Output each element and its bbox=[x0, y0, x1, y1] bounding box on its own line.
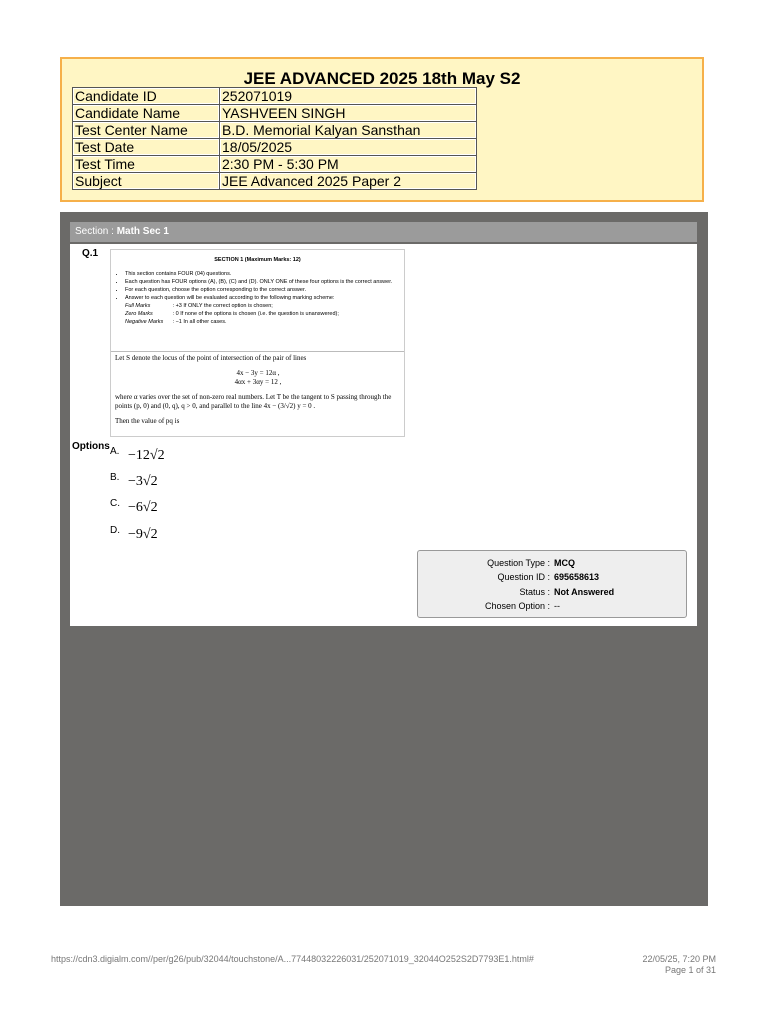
mark-score: −1 bbox=[175, 319, 182, 325]
question-meta bbox=[417, 550, 687, 618]
row-label: Test Center Name bbox=[73, 122, 220, 139]
list-item: • This section contains FOUR (04) questions. bbox=[125, 270, 404, 278]
question-number: Q.1 bbox=[82, 248, 99, 259]
option-letter: C. bbox=[110, 498, 120, 509]
section-instructions bbox=[111, 250, 404, 352]
option-c bbox=[110, 498, 158, 514]
mark-sep: : bbox=[172, 319, 175, 325]
option-value: −12√2 bbox=[128, 448, 165, 463]
table-row bbox=[73, 88, 477, 105]
instructions-list bbox=[111, 270, 404, 302]
marking-row bbox=[125, 318, 404, 326]
meta-value: Not Answered bbox=[554, 587, 615, 597]
table-row bbox=[73, 156, 477, 173]
question-end: Then the value of pq is bbox=[115, 417, 180, 425]
section-name: Math Sec 1 bbox=[116, 226, 169, 237]
mark-score: +3 bbox=[175, 303, 182, 309]
row-label: Test Date bbox=[73, 139, 220, 156]
section-prefix: Section : bbox=[75, 226, 117, 237]
option-value: −6√2 bbox=[128, 500, 158, 515]
option-letter: D. bbox=[110, 525, 120, 536]
row-value: B.D. Memorial Kalyan Sansthan bbox=[220, 122, 477, 139]
meta-label: Status : bbox=[519, 587, 550, 597]
row-value: 2:30 PM - 5:30 PM bbox=[220, 156, 477, 173]
mark-name: Negative Marks bbox=[125, 319, 164, 325]
option-value: −3√2 bbox=[128, 474, 158, 489]
meta-value: MCQ bbox=[554, 558, 575, 568]
question-card bbox=[70, 244, 697, 626]
meta-row bbox=[418, 556, 688, 570]
mark-sep: : bbox=[172, 303, 175, 309]
question-panel bbox=[60, 212, 708, 906]
mark-score: 0 bbox=[175, 311, 179, 317]
equation-1: 4x − 3y = 12α , bbox=[236, 369, 280, 377]
table-row bbox=[73, 105, 477, 122]
marking-row bbox=[125, 302, 404, 310]
mark-desc: In all other cases. bbox=[183, 319, 227, 325]
option-a bbox=[110, 446, 165, 462]
footer-url: https://cdn3.digialm.com//per/g26/pub/32044/touchstone/A...77448032226031/252071019_32044O252S2D7793E1.html# bbox=[51, 954, 534, 964]
exam-title: JEE ADVANCED 2025 18th May S2 bbox=[243, 69, 521, 88]
table-row bbox=[73, 173, 477, 190]
table-row bbox=[73, 139, 477, 156]
section-bar bbox=[70, 222, 697, 242]
marking-row bbox=[125, 310, 404, 318]
option-letter: B. bbox=[110, 472, 120, 483]
meta-row bbox=[418, 599, 688, 613]
page-number: Page 1 of 31 bbox=[664, 965, 716, 975]
row-value: JEE Advanced 2025 Paper 2 bbox=[220, 173, 477, 190]
list-item: • For each question, choose the option corresponding to the correct answer. bbox=[125, 286, 404, 294]
footer-datetime: 22/05/25, 7:20 PM bbox=[642, 954, 716, 964]
option-letter: A. bbox=[110, 446, 120, 457]
option-d bbox=[110, 525, 158, 541]
row-label: Subject bbox=[73, 173, 220, 190]
mark-name: Zero Marks bbox=[125, 311, 153, 317]
meta-row bbox=[418, 570, 688, 584]
meta-label: Question Type : bbox=[487, 558, 550, 568]
equation-2: 4αx + 3αy = 12 , bbox=[234, 378, 282, 386]
meta-label: Chosen Option : bbox=[484, 601, 550, 611]
candidate-header bbox=[60, 57, 704, 202]
row-value: 252071019 bbox=[220, 88, 477, 105]
mark-name: Full Marks bbox=[125, 303, 151, 309]
meta-label: Question ID : bbox=[497, 572, 550, 582]
options-label: Options bbox=[72, 441, 110, 452]
row-label: Candidate ID bbox=[73, 88, 220, 105]
marking-scheme bbox=[111, 302, 404, 326]
table-row bbox=[73, 122, 477, 139]
meta-row bbox=[418, 585, 688, 599]
footer-meta bbox=[642, 954, 716, 976]
row-value: 18/05/2025 bbox=[220, 139, 477, 156]
question-middle: where α varies over the set of non-zero real numbers. Let T be the tangent to S passing through the points (p, 0) and (0, q), q > 0, and parallel to the line 4x − (3/√2) y = 0 . bbox=[115, 393, 392, 410]
option-value: −9√2 bbox=[128, 527, 158, 542]
mark-sep: : bbox=[172, 311, 175, 317]
candidate-info-table bbox=[72, 87, 477, 190]
meta-value: 695658613 bbox=[554, 572, 600, 582]
question-intro: Let S denote the locus of the point of intersection of the pair of lines bbox=[115, 354, 307, 362]
instructions-title: SECTION 1 (Maximum Marks: 12) bbox=[214, 257, 301, 263]
row-value: YASHVEEN SINGH bbox=[220, 105, 477, 122]
list-item: • Answer to each question will be evaluated according to the following marking scheme: bbox=[125, 294, 404, 302]
mark-desc: If none of the options is chosen (i.e. the question is unanswered); bbox=[180, 311, 339, 317]
meta-value: -- bbox=[554, 601, 560, 611]
row-label: Candidate Name bbox=[73, 105, 220, 122]
row-label: Test Time bbox=[73, 156, 220, 173]
list-item: • Each question has FOUR options (A), (B), (C) and (D). ONLY ONE of these four options is the correct answer. bbox=[125, 278, 404, 286]
mark-desc: If ONLY the correct option is chosen; bbox=[183, 303, 273, 309]
option-b bbox=[110, 472, 158, 488]
question-text bbox=[115, 354, 401, 426]
question-image bbox=[110, 249, 405, 437]
